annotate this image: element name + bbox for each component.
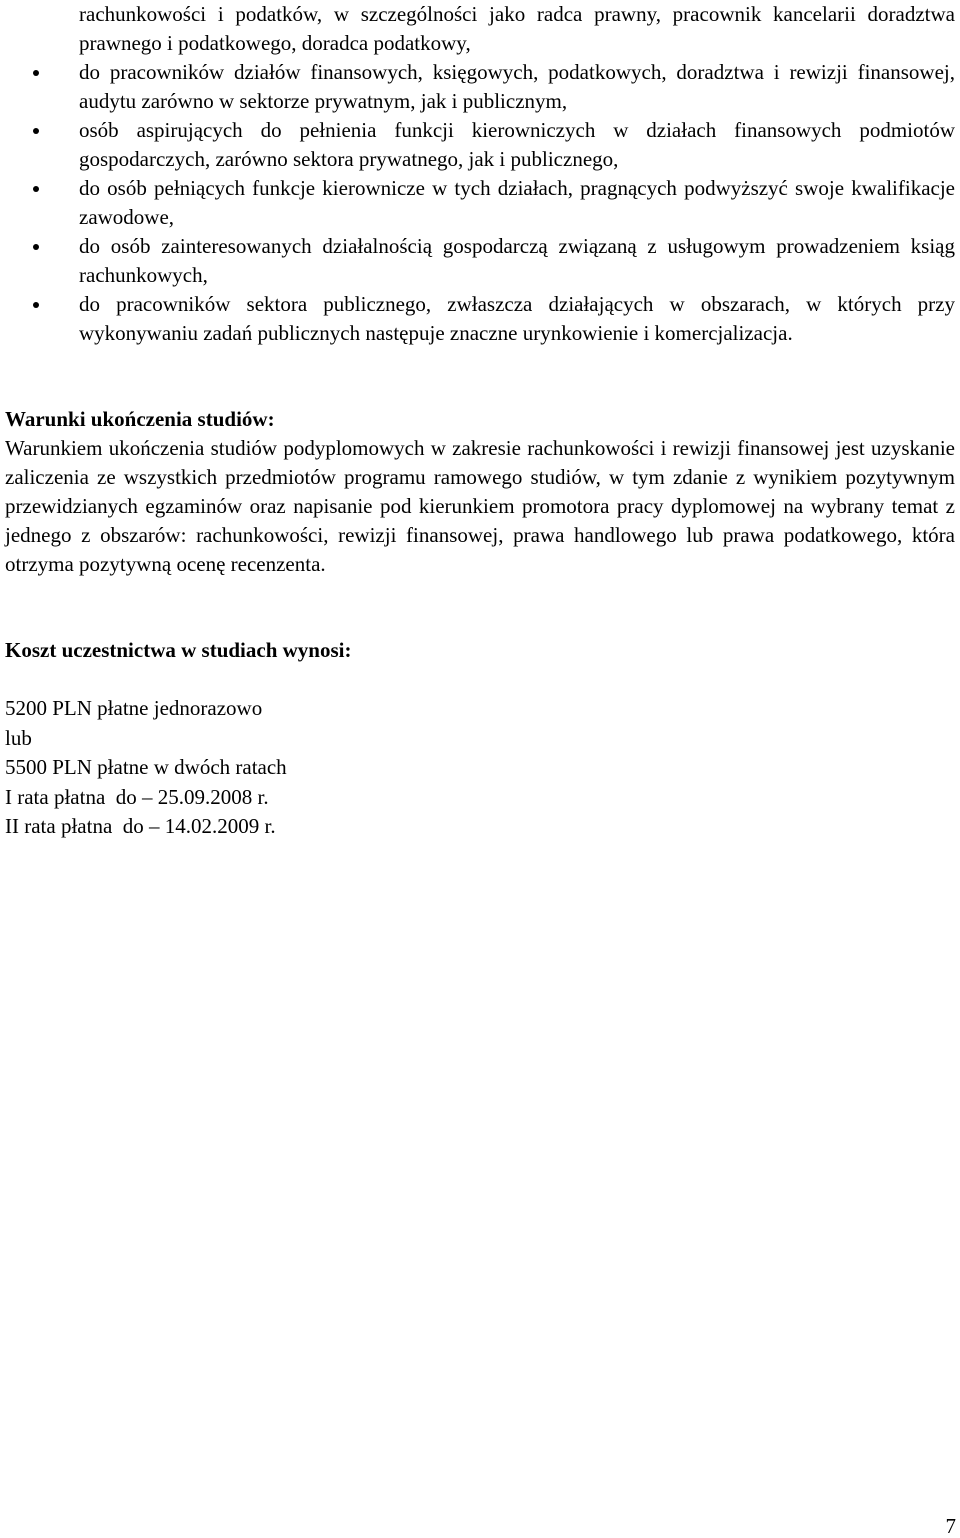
bullet-icon (33, 302, 39, 308)
list-item-continuation (0, 0, 955, 58)
cost-line: lub (5, 725, 32, 750)
bullet-icon (33, 244, 39, 250)
list-item-text: rachunkowości i podatków, w szczególności jako radca prawny, pracownik kancelarii doradztwa prawnego i podatkowego, doradca podatkowy, (79, 2, 955, 55)
list-item (0, 58, 955, 116)
spacer (5, 665, 955, 694)
cost-section (5, 636, 955, 842)
list-item-text: do osób zainteresowanych działalnością gospodarczą związaną z usługowym prowadzeniem ksiąg rachunkowych, (79, 234, 955, 287)
list-item-text: do osób pełniących funkcje kierownicze w tych działach, pragnących podwyższyć swoje kwalifikacje zawodowe, (79, 176, 955, 229)
list-item (0, 232, 955, 290)
bullet-icon (33, 70, 39, 76)
list-item-text: do pracowników sektora publicznego, zwłaszcza działających w obszarach, w których przy wykonywaniu zadań publicznych następuje znaczne urynkowienie i komercjalizacja. (79, 292, 955, 345)
list-item-text: osób aspirujących do pełnienia funkcji kierowniczych w działach finansowych podmiotów gospodarczych, zarówno sektora prywatnego, jak i publicznego, (79, 118, 955, 171)
cost-line: II rata płatna do – 14.02.2009 r. (5, 814, 276, 838)
bullet-icon (33, 128, 39, 134)
cost-line: 5200 PLN płatne jednorazowo (5, 696, 263, 720)
cost-heading: Koszt uczestnictwa w studiach wynosi: (5, 638, 352, 662)
bullet-icon (33, 186, 39, 192)
completion-section (5, 405, 955, 579)
completion-text: Warunkiem ukończenia studiów podyplomowych w zakresie rachunkowości i rewizji finansowej jest uzyskanie zaliczenia ze wszystkich przedmiotów programu ramowego studiów, w tym zdanie z wynikiem pozytywnym przewidzianych egzaminów oraz napisanie pod kierunkiem promotora pracy dyplomowej na wybrany temat z jednego z obszarów: rachunkowości, rewizji finansowej, prawa handlowego lub prawa podatkowego, która otrzyma pozytywną ocenę recenzenta. (5, 436, 955, 576)
cost-line: I rata płatna do – 25.09.2008 r. (5, 784, 269, 809)
list-item (0, 116, 955, 174)
page-number: 7 (945, 1514, 956, 1538)
list-item-text: do pracowników działów finansowych, księgowych, podatkowych, doradztwa i rewizji finansowej, audytu zarówno w sektorze prywatnym, jak i publicznym, (79, 60, 955, 113)
completion-heading: Warunki ukończenia studiów: (5, 407, 275, 431)
list-item (0, 290, 955, 348)
cost-line: 5500 PLN płatne w dwóch ratach (5, 755, 287, 779)
list-item (0, 174, 955, 232)
